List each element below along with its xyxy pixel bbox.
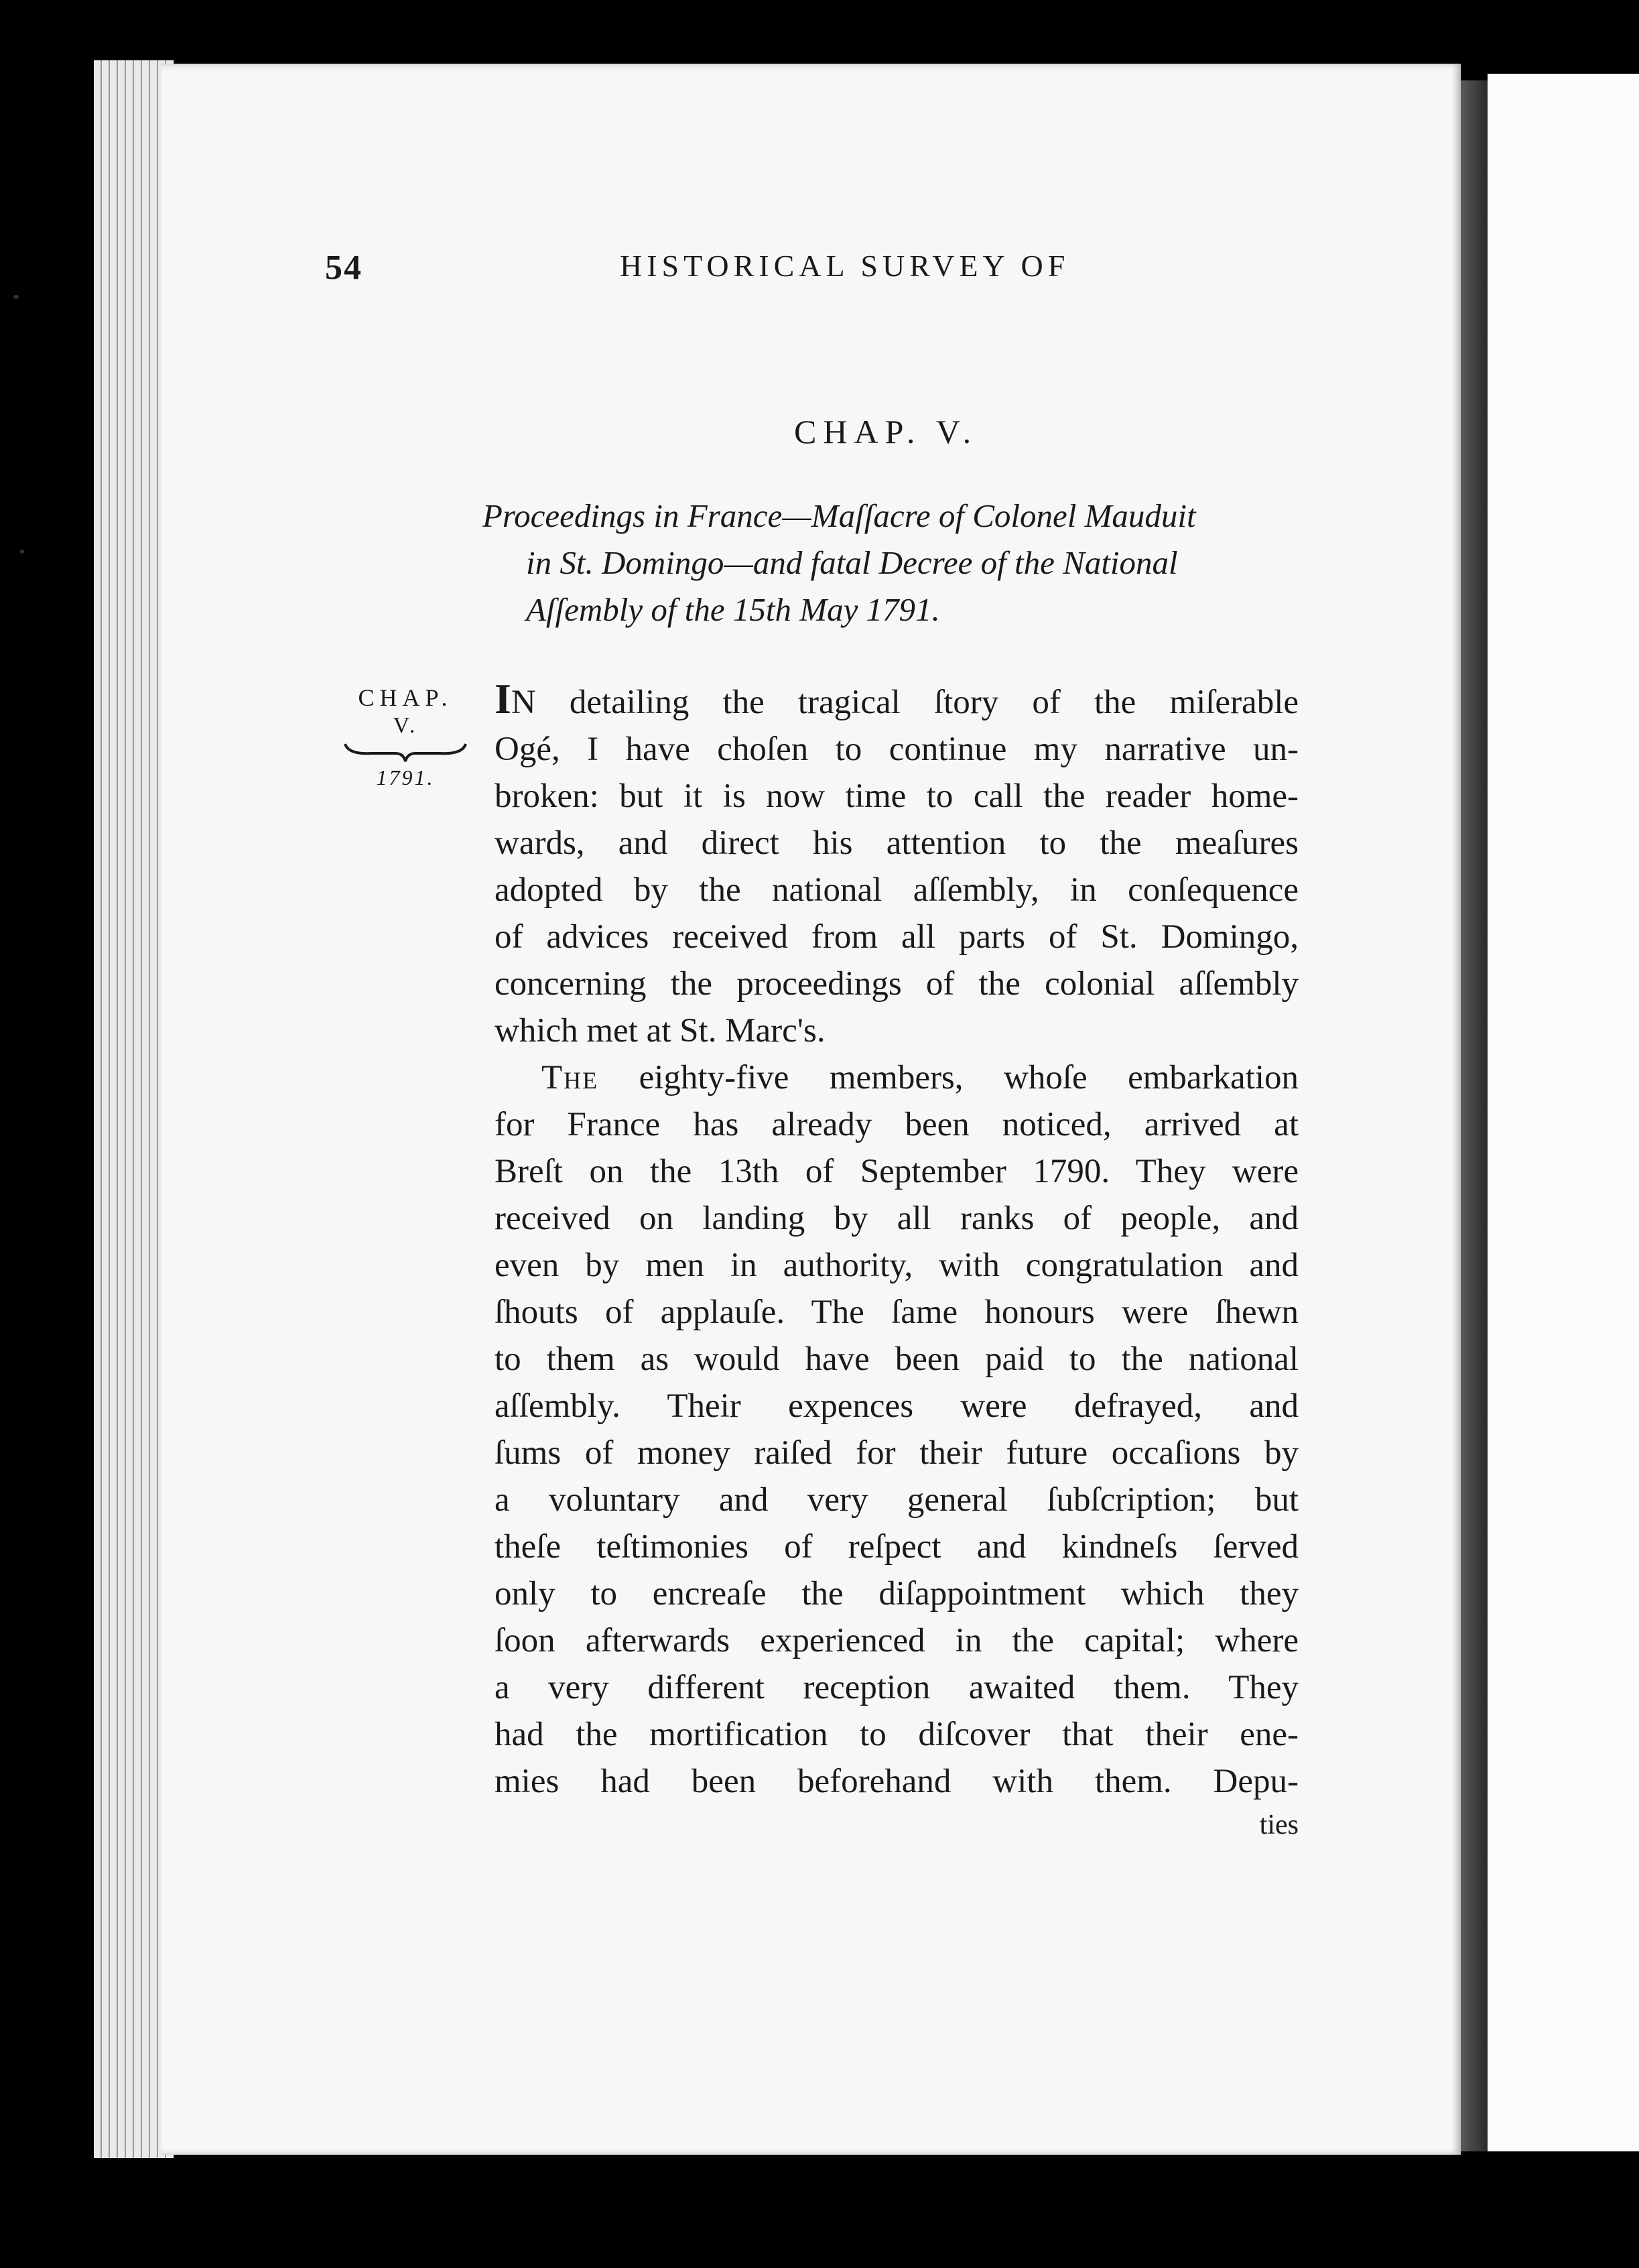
brace-icon: [342, 739, 469, 765]
text-line: even by men in authority, with congratulation and: [495, 1247, 1299, 1284]
chapter-summary: [482, 493, 1320, 633]
text-line: a voluntary and very general ſubſcription; but: [495, 1481, 1299, 1519]
scan-speck: [13, 295, 19, 299]
chapter-heading: CHAP. V.: [794, 413, 978, 450]
scan-speck: [20, 550, 24, 554]
facing-page: [1488, 74, 1639, 2151]
running-title: HISTORICAL SURVEY OF: [620, 249, 1070, 283]
text-line: broken: but it is now time to call the reader home-: [495, 777, 1299, 815]
text-line: ſoon afterwards experienced in the capital; where: [495, 1622, 1299, 1659]
text-line: for France has already been noticed, arrived at: [495, 1106, 1299, 1143]
margin-chap-label: CHAP.: [358, 684, 453, 711]
text-line: had the mortification to diſcover that their ene-: [495, 1716, 1299, 1753]
body-text: [495, 676, 1299, 1845]
text-line: Ogé, I have choſen to continue my narrative un-: [495, 731, 1299, 768]
text-line: concerning the proceedings of the colonial aſſembly: [495, 965, 1299, 1003]
summary-line: Aſſembly of the 15th May 1791.: [526, 591, 940, 628]
text-line: which met at St. Marc's.: [495, 1012, 826, 1050]
text-line: wards, and direct his attention to the meaſures: [495, 824, 1299, 862]
text-line: Breſt on the 13th of September 1790. They were: [495, 1153, 1299, 1190]
paragraph-lead: The: [541, 1059, 599, 1096]
margin-note: [338, 684, 472, 790]
book-gutter: [1461, 80, 1488, 2151]
text-line: IN detailing the tragical ſtory of the miſerable: [495, 675, 1299, 722]
text-line: aſſembly. Their expences were defrayed, and: [495, 1387, 1299, 1425]
text-line: ſhouts of applauſe. The ſame honours were ſhewn: [495, 1294, 1299, 1331]
text-line: theſe teſtimonies of reſpect and kindneſs ſerved: [495, 1528, 1299, 1566]
summary-line: in St. Domingo—and fatal Decree of the National: [526, 544, 1178, 581]
summary-line: Proceedings in France—Maſſacre of Colonel Mauduit: [482, 497, 1196, 534]
page-number: 54: [325, 249, 363, 287]
text-line: received on landing by all ranks of people, and: [495, 1200, 1299, 1237]
text-line: only to encreaſe the diſappointment which they: [495, 1575, 1299, 1613]
margin-year: 1791.: [376, 765, 435, 790]
catchword: ties: [1259, 1810, 1299, 1840]
text-line: of advices received from all parts of St. Domingo,: [495, 918, 1299, 956]
running-header: [325, 248, 1330, 302]
drop-cap: I: [495, 675, 511, 722]
text-line: ſums of money raiſed for their future occaſions by: [495, 1434, 1299, 1472]
text-line: mies had been beforehand with them. Depu-: [495, 1763, 1299, 1800]
text-line: The eighty-five members, whoſe embarkation: [541, 1059, 1299, 1096]
text-line: a very different reception awaited them. They: [495, 1669, 1299, 1706]
text-line: adopted by the national aſſembly, in conſequence: [495, 871, 1299, 909]
text-line: to them as would have been paid to the national: [495, 1340, 1299, 1378]
margin-chapter-number: V.: [393, 713, 418, 738]
